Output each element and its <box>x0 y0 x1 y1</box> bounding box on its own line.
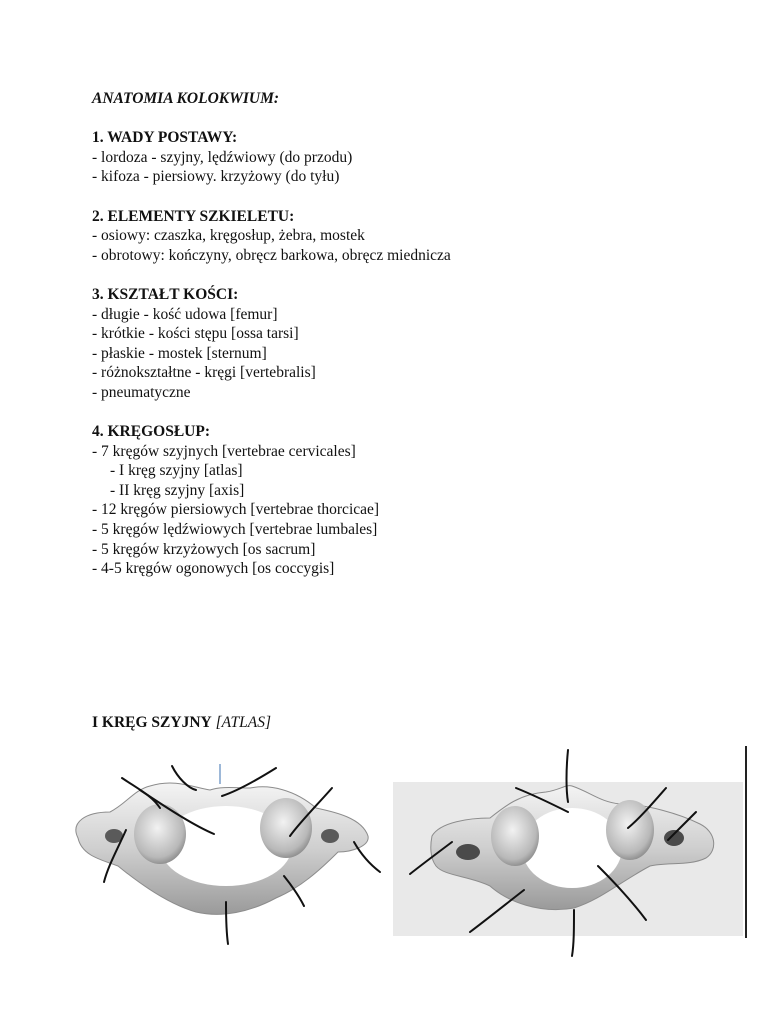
list-item: - 12 kręgów piersiowych [vertebrae thorcicae] <box>92 501 380 519</box>
list-item: - pneumatyczne <box>92 383 191 401</box>
atlas-right-transverse-foramen <box>321 829 339 843</box>
section-heading: 3. KSZTAŁT KOŚCI: <box>92 285 239 303</box>
atlas-right-bone <box>431 786 714 910</box>
list-item: - 4-5 kręgów ogonowych [os coccygis] <box>92 560 335 578</box>
atlas-heading <box>92 713 271 733</box>
document-body <box>92 89 712 579</box>
atlas-heading-italic: [ATLAS] <box>215 714 272 731</box>
pointer-line <box>104 830 126 882</box>
pointer-line <box>668 812 696 840</box>
atlas-inferior-left-facet <box>491 806 539 866</box>
atlas-inferior-right-facet <box>606 800 654 860</box>
list-item: - lordoza - szyjny, lędźwiowy (do przodu) <box>92 148 353 166</box>
atlas-inferior-view <box>393 746 746 938</box>
pointer-line <box>567 750 569 802</box>
section-posture <box>92 128 712 187</box>
pointer-line <box>354 842 380 872</box>
pointer-line <box>410 842 452 874</box>
section-heading: 1. WADY POSTAWY: <box>92 129 238 147</box>
atlas-left-bone <box>76 783 368 914</box>
atlas-photo-background <box>393 782 743 936</box>
pointer-line <box>470 890 524 932</box>
list-item: - krótkie - kości stępu [ossa tarsi] <box>92 325 299 343</box>
pointer-line <box>628 788 666 828</box>
atlas-heading-bold: I KRĘG SZYJNY <box>92 714 212 731</box>
section-heading: 2. ELEMENTY SZKIELETU: <box>92 207 295 225</box>
list-item: - 5 kręgów lędźwiowych [vertebrae lumbales] <box>92 521 378 539</box>
section-spine <box>92 422 712 579</box>
atlas-left-facet <box>134 804 186 864</box>
list-item: - różnokształtne - kręgi [vertebralis] <box>92 364 316 382</box>
list-item: - 5 kręgów krzyżowych [os sacrum] <box>92 540 316 558</box>
list-item: - 7 kręgów szyjnych [vertebrae cervicales] <box>92 442 356 460</box>
atlas-vertebral-foramen <box>160 806 292 886</box>
section-skeleton <box>92 207 712 266</box>
pointer-line <box>226 902 228 944</box>
section-heading: 4. KRĘGOSŁUP: <box>92 423 210 441</box>
section-bone-shape <box>92 285 712 403</box>
pointer-line <box>122 778 160 808</box>
pointer-line <box>140 790 214 834</box>
list-item: - długie - kość udowa [femur] <box>92 305 278 323</box>
list-subitem: - II kręg szyjny [axis] <box>110 481 245 499</box>
label-pointer-lines <box>104 750 696 956</box>
pointer-line <box>290 788 332 836</box>
atlas-superior-view <box>76 764 368 914</box>
atlas-inferior-left-transverse-foramen <box>456 844 480 860</box>
pointer-line <box>516 788 568 812</box>
document-title: ANATOMIA KOLOKWIUM: <box>92 90 280 107</box>
pointer-line <box>598 866 646 920</box>
list-item: - kifoza - piersiowy. krzyżowy (do tyłu) <box>92 168 340 186</box>
list-item: - osiowy: czaszka, kręgosłup, żebra, mostek <box>92 227 365 245</box>
list-item: - płaskie - mostek [sternum] <box>92 344 267 362</box>
pointer-line <box>222 768 276 796</box>
atlas-inferior-right-transverse-foramen <box>664 830 684 846</box>
pointer-line <box>284 876 304 906</box>
atlas-inferior-foramen <box>522 808 622 888</box>
list-subitem: - I kręg szyjny [atlas] <box>110 462 243 480</box>
pointer-line <box>572 910 574 956</box>
atlas-right-facet <box>260 798 312 858</box>
atlas-left-transverse-foramen <box>105 829 123 843</box>
list-item: - obrotowy: kończyny, obręcz barkowa, obręcz miednicza <box>92 246 451 264</box>
pointer-line <box>172 766 196 790</box>
